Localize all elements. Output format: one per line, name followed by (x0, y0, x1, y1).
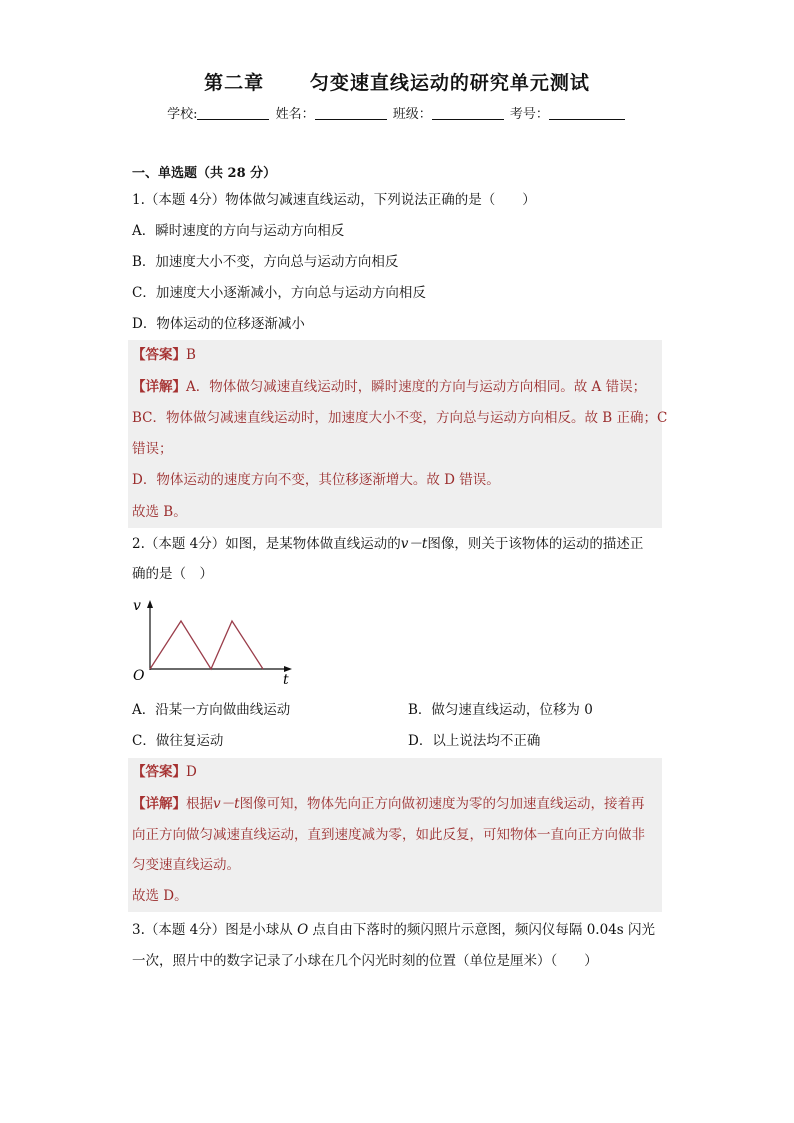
answer-value: D (186, 764, 197, 780)
q2-stem-line1 (132, 534, 643, 554)
q1-detail-line2: BC．物体做匀减速直线运动时，加速度大小不变，方向总与运动方向相反。故 B 正确；C (132, 410, 668, 426)
q1-stem: 1.（本题 4分）物体做匀减速直线运动，下列说法正确的是（ ） (132, 192, 536, 208)
exam-number-label: 考号： (509, 107, 549, 122)
q3-stem-line2: 一次，照片中的数字记录了小球在几个闪光时刻的位置（单位是厘米）（ ） (132, 953, 598, 969)
class-label: 班级： (392, 107, 432, 122)
answer-tag: 【答案】 (132, 347, 186, 363)
student-info-row (0, 103, 794, 122)
q3-stem-o: O (297, 922, 309, 938)
q3-stem-line1 (132, 920, 655, 940)
q2-detail-line1 (132, 794, 645, 814)
q1-detail-line1 (132, 377, 646, 397)
section-heading: 一、单选题（共 28 分） (132, 166, 277, 181)
school-label: 学校: (167, 107, 198, 122)
velocity-curve (150, 621, 263, 669)
q3-stem-text2: 点自由下落时的频闪照片示意图，频闪仪每隔 0.04s 闪光 (308, 922, 656, 938)
detail-text: 根据 (186, 796, 213, 812)
q1-option-a: A．瞬时速度的方向与运动方向相反 (132, 223, 345, 239)
name-blank (315, 106, 387, 120)
q3-stem-text: 3.（本题 4分）图是小球从 (132, 922, 298, 938)
q1-conclusion: 故选 B。 (132, 504, 187, 520)
q2-detail-line3: 匀变速直线运动。 (132, 857, 240, 873)
answer-value: B (186, 347, 196, 363)
detail-text: A．物体做匀减速直线运动时，瞬时速度的方向与运动方向相同。故 A 错误； (186, 379, 647, 395)
answer-tag: 【答案】 (132, 764, 186, 780)
q2-stem-text: 2.（本题 4分）如图，是某物体做直线运动的 (132, 536, 401, 552)
q2-stem-text2: 图像，则关于该物体的运动的描述正 (427, 536, 644, 552)
vt-graph (128, 592, 298, 688)
q2-option-d: D．以上说法均不正确 (408, 733, 541, 749)
detail-tag: 【详解】 (132, 379, 186, 395)
q2-stem-line2: 确的是（ ） (132, 566, 213, 582)
q1-detail-line3: 错误； (132, 441, 173, 457)
page-title: 第二章 匀变速直线运动的研究单元测试 (204, 72, 590, 94)
exam-number-blank (549, 106, 625, 120)
q1-option-c: C．加速度大小逐渐减小，方向总与运动方向相反 (132, 285, 426, 301)
detail-vt: v－t (213, 796, 240, 812)
q2-stem-vt: v－t (400, 536, 428, 552)
q1-answer-box (128, 340, 662, 528)
school-blank (197, 106, 269, 120)
detail-tag: 【详解】 (132, 796, 186, 812)
detail-text2: 图像可知，物体先向正方向做初速度为零的匀加速直线运动，接着再 (239, 796, 645, 812)
q2-option-a: A．沿某一方向做曲线运动 (132, 702, 291, 718)
y-axis-arrow (147, 600, 153, 608)
y-axis-label: v (133, 598, 141, 614)
q2-answer (132, 762, 197, 782)
q1-option-d: D．物体运动的位移逐渐减小 (132, 316, 305, 332)
q1-answer (132, 345, 196, 365)
q1-detail-line4: D．物体运动的速度方向不变，其位移逐渐增大。故 D 错误。 (132, 472, 500, 488)
q2-option-c: C．做往复运动 (132, 733, 224, 749)
q1-option-b: B．加速度大小不变，方向总与运动方向相反 (132, 254, 399, 270)
class-blank (432, 106, 504, 120)
x-axis-label: t (283, 672, 289, 688)
origin-label: O (133, 668, 145, 684)
q2-detail-line2: 向正方向做匀减速直线运动，直到速度减为零，如此反复，可知物体一直向正方向做非 (132, 827, 645, 843)
q2-conclusion: 故选 D。 (132, 888, 188, 904)
q2-option-b: B．做匀速直线运动，位移为 0 (408, 702, 593, 718)
name-label: 姓名： (275, 107, 315, 122)
